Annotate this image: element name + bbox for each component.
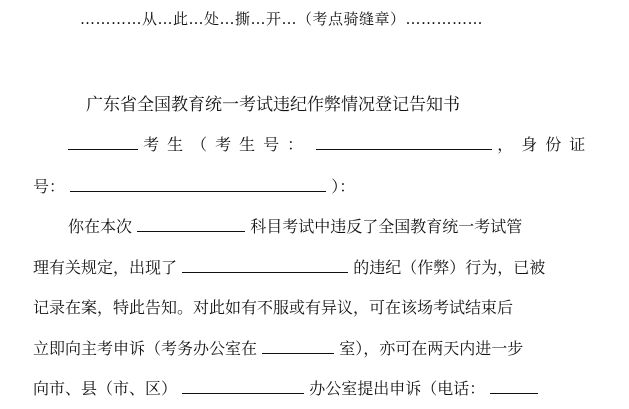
row-7-text-a: 向市、县（市、区）	[33, 379, 178, 398]
name-blank[interactable]	[68, 133, 138, 150]
row-6-text-a: 立即向主考申诉（考务办公室在	[33, 339, 258, 358]
id-label: ，身份证	[497, 135, 594, 154]
row-7	[33, 377, 538, 400]
row-2	[33, 175, 355, 198]
row-6	[33, 337, 523, 360]
row-3-text-b: 科目考试中违反了全国教育统一考试管	[250, 217, 523, 236]
number-label: 号：	[33, 177, 66, 196]
close-paren: ）：	[331, 177, 356, 196]
row-7-text-b: 办公室提出申诉（电话：	[309, 379, 486, 398]
subject-blank[interactable]	[137, 215, 245, 232]
row-4	[33, 256, 545, 279]
tear-line: …………从…此…处…撕…开…（考点骑缝章）……………	[80, 10, 484, 28]
phone-blank[interactable]	[490, 377, 538, 394]
violation-blank[interactable]	[182, 256, 348, 273]
row-3-text-a: 你在本次	[68, 217, 133, 236]
id-number-blank[interactable]	[70, 175, 326, 192]
row-6-text-b: 室），亦可在两天内进一步	[339, 339, 524, 358]
row-4-text-b: 的违纪（作弊）行为，已被	[353, 258, 546, 277]
row-1	[68, 133, 593, 156]
row-3	[68, 215, 522, 238]
candidate-number-blank[interactable]	[316, 133, 492, 150]
row-4-text-a: 理有关规定，出现了	[33, 258, 178, 277]
room-blank[interactable]	[262, 337, 334, 354]
row-5: 记录在案，特此告知。对此如有不服或有异议，可在该场考试结束后	[33, 298, 514, 317]
office-blank[interactable]	[182, 377, 304, 394]
page-title: 广东省全国教育统一考试违纪作弊情况登记告知书	[86, 95, 460, 115]
candidate-label: 考生（考生号：	[143, 135, 312, 154]
